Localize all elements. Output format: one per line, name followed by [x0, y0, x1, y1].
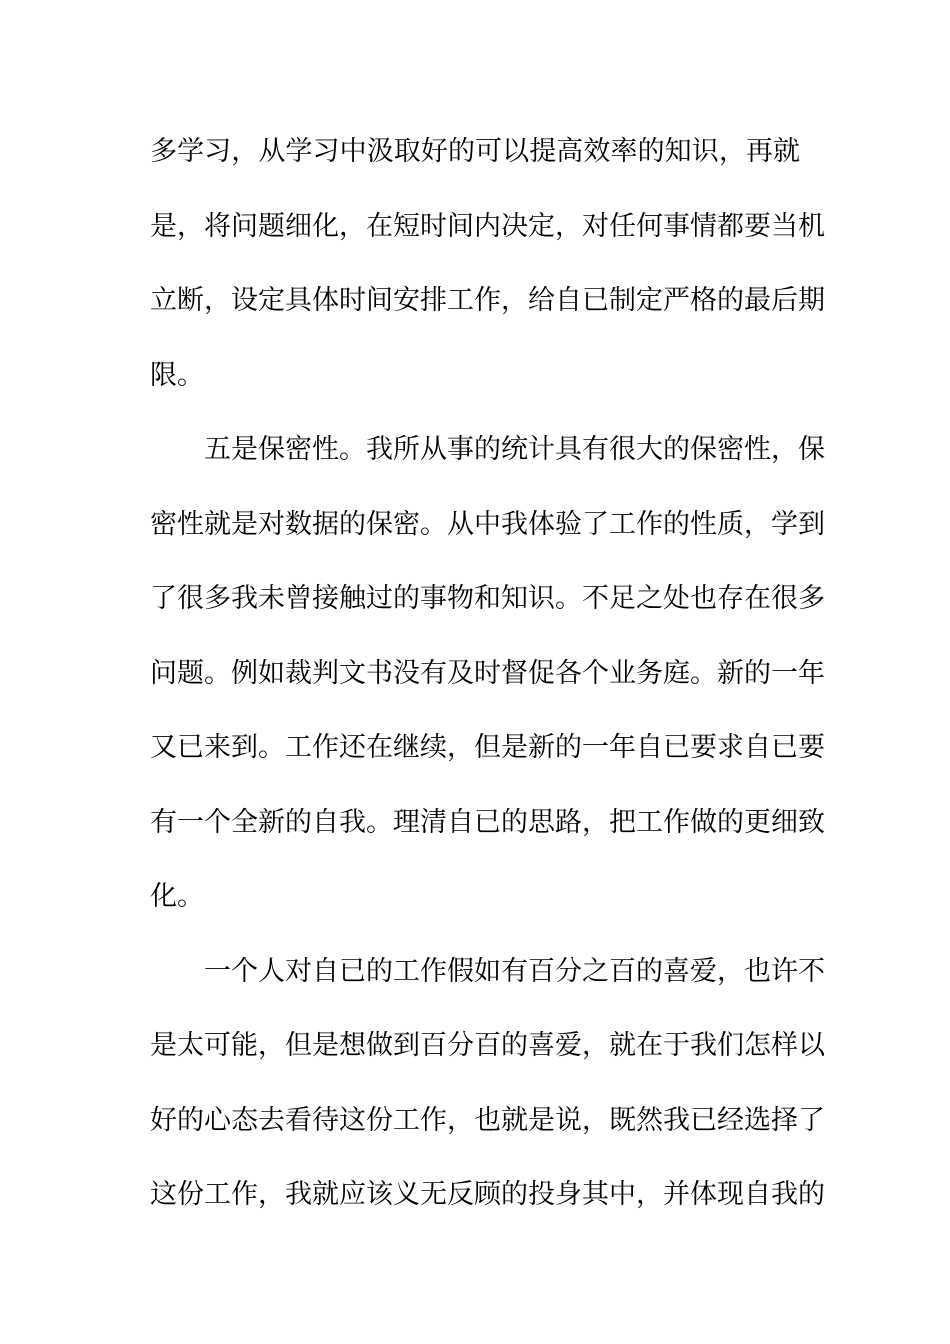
- paragraph-first-line: 五是保密性。我所从事的统计具有很大的保密性，保: [204, 434, 825, 465]
- paragraph-first-line: 一个人对自已的工作假如有百分之百的喜爱，也许不: [204, 955, 825, 987]
- text-line: 有一个全新的自我。理清自已的思路，把工作做的更细致: [150, 806, 825, 838]
- text-line: 是，将问题细化，在短时间内决定，对任何事情都要当机: [150, 210, 825, 242]
- text-line: 多学习，从学习中汲取好的可以提高效率的知识，再就: [150, 136, 800, 167]
- text-line: 又已来到。工作还在继续，但是新的一年自已要求自已要: [150, 732, 825, 763]
- text-line: 密性就是对数据的保密。从中我体验了工作的性质，学到: [150, 508, 825, 540]
- paragraph-end-line: 限。: [150, 359, 204, 391]
- body-text: [150, 115, 825, 1233]
- text-line: 了很多我未曾接触过的事物和知识。不足之处也存在很多: [150, 583, 825, 614]
- text-line: 问题。例如裁判文书没有及时督促各个业务庭。新的一年: [150, 657, 825, 689]
- paragraph-end-line: 化。: [150, 881, 204, 912]
- text-line: 这份工作，我就应该义无反顾的投身其中，并体现自我的: [150, 1179, 825, 1210]
- text-line: 是太可能，但是想做到百分百的喜爱，就在于我们怎样以: [150, 1030, 825, 1061]
- text-line: 立断，设定具体时间安排工作，给自已制定严格的最后期: [150, 285, 825, 316]
- text-line: 好的心态去看待这份工作，也就是说，既然我已经选择了: [150, 1104, 825, 1136]
